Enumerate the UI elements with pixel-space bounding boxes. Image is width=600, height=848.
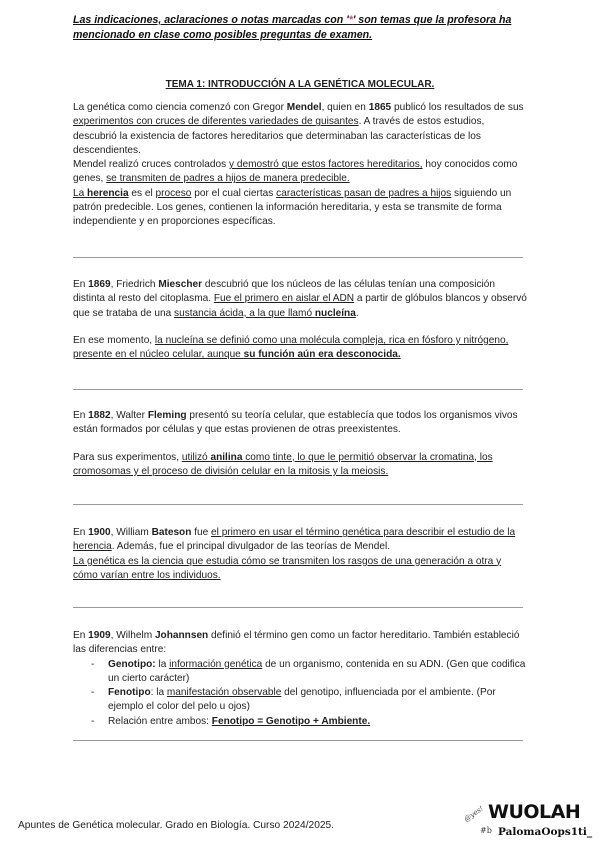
author-username: PalomaOops1ti_: [498, 826, 593, 838]
paragraph: En ese momento, la nucleína se definió como una molécula compleja, rica en fósforo y nitrógeno, presente en el núcleo celular, aunque su función aún era desconocida.: [73, 334, 509, 361]
paragraph: La herencia es el proceso por el cual ciertas características pasan de padres a hijos siguiendo un patrón predecible. Los genes, contienen la información hereditaria, y esta se transmite de forma independiente y en proporciones específicas.: [73, 187, 512, 228]
year: 1909: [88, 630, 111, 641]
paragraph: En 1869, Friedrich Miescher descubrió que los núcleos de las células tenían una composición distinta al resto del citoplasma. Fue el primero en aislar el ADN a partir de glóbulos blancos y observó que se trataba de una sustancia ácida, a la que llamó nucleína.: [73, 279, 527, 319]
page-title: TEMA 1: INTRODUCCIÓN A LA GENÉTICA MOLECULAR.: [165, 79, 435, 90]
divider: [73, 740, 523, 741]
section-mendel: [73, 101, 528, 230]
section-miescher: [73, 278, 528, 362]
list-item-fenotipo: - Fenotipo: la manifestación observable del genotipo, influenciada por el ambiente. (Por ejemplo el color del pelo u ojos): [91, 687, 496, 713]
term-nucleina: nucleína: [314, 307, 356, 319]
year: 1900: [88, 527, 111, 538]
paragraph: En 1882, Walter Fleming presentó su teoría celular, que establecía que todos los organismos vivos están formados por células y que estas provienen de otras preexistentes.: [73, 410, 518, 436]
section-bateson: [73, 526, 528, 583]
divider: [73, 389, 523, 390]
paragraph: En 1909, Wilhelm Johannsen definió el término gen como un factor hereditario. También estableció las diferencias entre:: [73, 630, 520, 656]
paragraph: En 1900, William Bateson fue el primero en usar el término genética para describir el estudio de la herencia. Además, fue el principal divulgador de las teorías de Mendel.: [73, 527, 516, 553]
exam-notice: [73, 13, 533, 43]
paragraph: Mendel realizó cruces controlados y demostró que estos factores hereditarios, hoy conocidos como genes, se transmiten de padres a hijos de manera predecible.: [73, 159, 518, 185]
divider: [73, 607, 523, 608]
name-bateson: Bateson: [151, 527, 192, 538]
definition-list: [73, 658, 528, 729]
year: 1882: [88, 410, 111, 421]
divider: [73, 504, 523, 505]
list-item-relacion: - Relación entre ambos: Fenotipo = Genotipo + Ambiente.: [91, 715, 371, 727]
section-fleming: [73, 409, 528, 479]
name-mendel: Mendel: [286, 102, 322, 113]
name-fleming: Fleming: [147, 410, 187, 421]
notice-text-end: ' son temas que la profesora ha mencionado en clase como posibles preguntas de examen.: [73, 14, 512, 41]
divider: [73, 257, 523, 258]
term-anilina: anilina: [210, 451, 243, 463]
wuolah-logo[interactable]: WUOLAH: [488, 801, 581, 823]
year: 1869: [88, 279, 111, 290]
name-miescher: Miescher: [158, 279, 203, 290]
handwritten-mark: #b: [480, 826, 492, 835]
year: 1865: [368, 102, 392, 113]
section-johannsen: [73, 629, 528, 729]
term-herencia: herencia: [87, 187, 129, 199]
paragraph: La genética como ciencia comenzó con Gregor Mendel, quien en 1865 publicó los resultados de sus experimentos con cruces de diferentes variedades de guisantes. A través de estos estudios, descubrió la existencia de factores hereditarios que determinaban las características de los descendientes.: [73, 102, 524, 156]
notice-text: Las indicaciones, aclaraciones o notas marcadas con ': [73, 14, 349, 26]
footer-caption: Apuntes de Genética molecular. Grado en Biología. Curso 2024/2025.: [18, 820, 335, 831]
handwritten-signature: @yes!: [462, 804, 485, 824]
list-item-genotipo: - Genotipo: la información genética de un organismo, contenida en su ADN. (Gen que codifica un cierto carácter): [91, 658, 526, 684]
paragraph: Para sus experimentos, utilizó anilina como tinte, lo que le permitió observar la cromatina, los cromosomas y el proceso de división celular en la mitosis y la meiosis.: [73, 451, 493, 477]
star-marker: *: [348, 14, 353, 26]
paragraph: La genética es la ciencia que estudia cómo se transmiten los rasgos de una generación a otra y cómo varían entre los individuos.: [73, 555, 502, 581]
name-johannsen: Johannsen: [154, 630, 209, 641]
